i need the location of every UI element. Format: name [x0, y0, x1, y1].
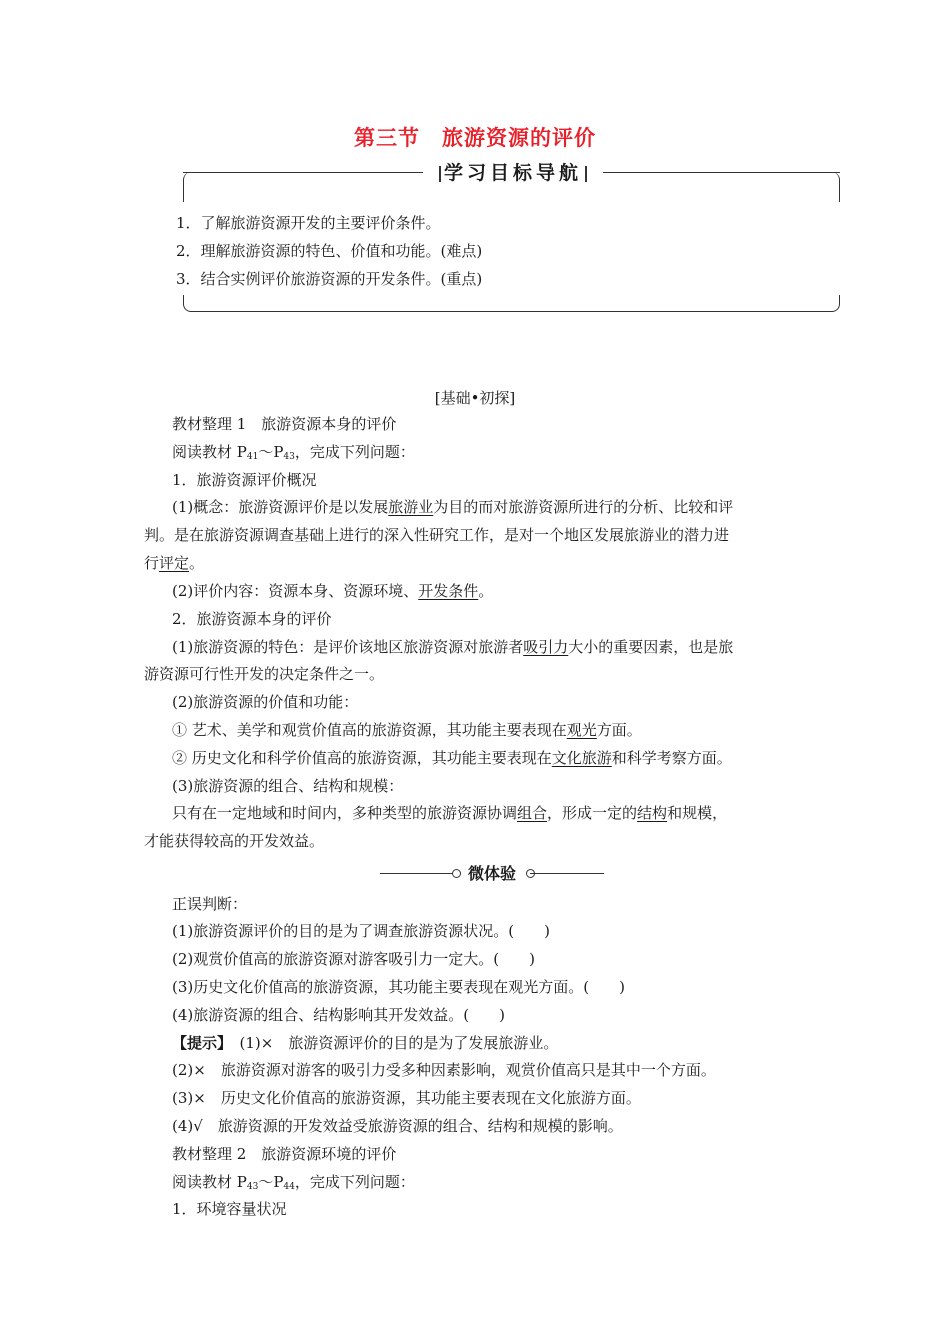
micro-experience-divider [380, 862, 604, 886]
subheading-overview: 1．旅游资源评价概况 [172, 471, 317, 489]
fill-answer: 结构 [637, 804, 668, 822]
subheading-self-eval: 2．旅游资源本身的评价 [172, 610, 332, 628]
paragraph-concept-2: 判。是在旅游资源调查基础上进行的深入性研究工作，是对一个地区发展旅游业的潜力进 [144, 526, 730, 544]
banner-label [423, 160, 603, 186]
paragraph-concept-3: 行评定。 [144, 554, 205, 572]
fill-answer: 观光 [566, 721, 597, 739]
judge-answer-2: (2)× 旅游资源对游客的吸引力受多种因素影响，观赏价值高只是其中一个方面。 [172, 1061, 716, 1079]
judge-answer-1: 【提示】 (1)× 旅游资源评价的目的是为了发展旅游业。 [172, 1034, 559, 1052]
fill-answer: 开发条件 [418, 582, 479, 600]
paragraph-content: (2)评价内容：资源本身、资源环境、开发条件。 [172, 582, 494, 600]
learning-goals-box [183, 160, 840, 312]
tip-label: 【提示】 [172, 1034, 225, 1052]
divider-left-rule [380, 873, 454, 874]
paragraph-concept-1: (1)概念：旅游资源评价是以发展旅游业为目的而对旅游资源所进行的分析、比较和评 [172, 498, 734, 516]
banner-bar-right [585, 166, 587, 182]
paragraph-structure: (3)旅游资源的组合、结构和规模： [172, 777, 404, 795]
paragraph-value: (2)旅游资源的价值和功能： [172, 693, 359, 711]
banner-label-text: 学习目标导航 [443, 162, 582, 184]
fill-answer: 文化旅游 [551, 749, 612, 767]
banner-right-corner [829, 172, 840, 202]
paragraph-structure-2: 才能获得较高的开发效益。 [144, 832, 325, 850]
judge-answer-4: (4)√ 旅游资源的开发效益受旅游资源的组合、结构和规模的影响。 [172, 1117, 623, 1135]
page-title: 第三节 旅游资源的评价 [354, 126, 596, 150]
paragraph-structure-1: 只有在一定地域和时间内，多种类型的旅游资源协调组合，形成一定的结构和规模， [172, 804, 728, 822]
fill-answer: 吸引力 [523, 638, 569, 656]
reading-instruction-1: 阅读教材 $P_{41}\sim P_{43}$，完成下列问题： [172, 443, 415, 462]
paragraph-value-1: ① 艺术、美学和观赏价值高的旅游资源，其功能主要表现在观光方面。 [172, 721, 642, 739]
paragraph-feature-2: 游资源可行性开发的决定条件之一。 [144, 665, 385, 683]
divider-right-rule [530, 873, 604, 874]
judge-question-2: (2)观赏价值高的旅游资源对游客吸引力一定大。( ) [172, 950, 535, 968]
paragraph-feature-1: (1)旅游资源的特色：是评价该地区旅游资源对旅游者吸引力大小的重要因素，也是旅 [172, 638, 734, 656]
judge-answer-3: (3)× 历史文化价值高的旅游资源，其功能主要表现在文化旅游方面。 [172, 1089, 641, 1107]
fill-answer: 旅游业 [388, 498, 434, 516]
section-tag: [基础•初探] [434, 389, 516, 407]
judge-question-3: (3)历史文化价值高的旅游资源，其功能主要表现在观光方面。( ) [172, 978, 625, 996]
material-heading-2: 教材整理 2 旅游资源环境的评价 [172, 1145, 397, 1163]
banner-left-corner [183, 172, 194, 202]
judge-question-4: (4)旅游资源的组合、结构影响其开发效益。( ) [172, 1006, 505, 1024]
banner-bottom-frame [183, 295, 840, 312]
micro-experience-label: 微体验 [467, 864, 516, 883]
paragraph-value-2: ② 历史文化和科学价值高的旅游资源，其功能主要表现在文化旅游和科学考察方面。 [172, 749, 732, 767]
material-heading-1: 教材整理 1 旅游资源本身的评价 [172, 415, 397, 433]
goal-item-2: 2．理解旅游资源的特色、价值和功能。(难点) [176, 242, 483, 260]
fill-answer: 评定 [159, 554, 190, 572]
goal-item-1: 1．了解旅游资源开发的主要评价条件。 [176, 214, 441, 232]
fill-answer: 组合 [517, 804, 548, 822]
judge-question-1: (1)旅游资源评价的目的是为了调查旅游资源状况。( ) [172, 922, 550, 940]
reading-instruction-2: 阅读教材 $P_{43}\sim P_{44}$，完成下列问题： [172, 1173, 415, 1192]
subheading-capacity: 1．环境容量状况 [172, 1200, 287, 1218]
banner-bar-left [439, 166, 441, 182]
goal-item-3: 3．结合实例评价旅游资源的开发条件。(重点) [176, 270, 483, 288]
judge-intro: 正误判断： [172, 895, 248, 913]
